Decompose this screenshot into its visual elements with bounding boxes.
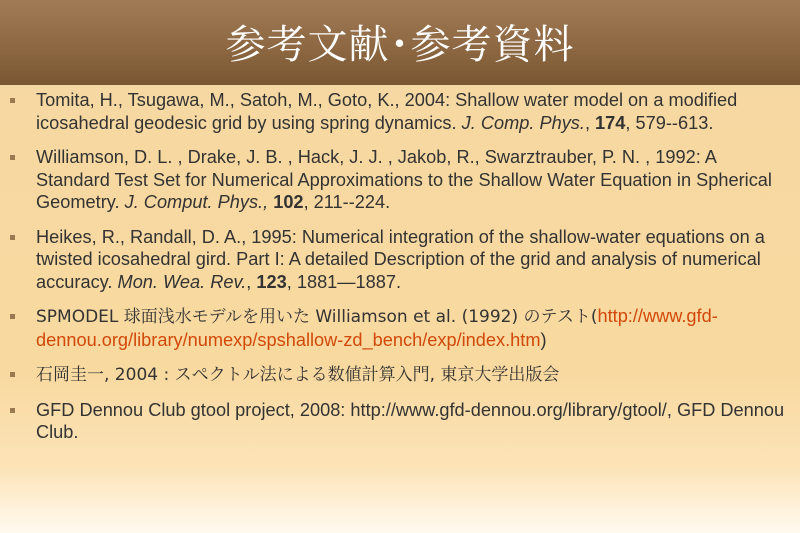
reference-authors: Williamson, D. L. , Drake, J. B. , Hack, J. J. , Jakob, R., Swarztrauber, P. N. , 1992: A Standard Test Set for Numerical Approximations to the Shallow Water Equation in Spherical Geometry.: [36, 147, 772, 212]
reference-volume: 174: [595, 112, 626, 133]
reference-pages: , 579--613.: [625, 112, 714, 133]
reference-volume: 102: [273, 192, 304, 212]
reference-journal: J. Comput. Phys.,: [124, 192, 269, 212]
reference-journal: J. Comp. Phys.: [461, 112, 585, 133]
reference-item-tomita: [0, 89, 800, 134]
reference-item-spmodel: [0, 305, 800, 351]
bullet-icon: [10, 372, 15, 377]
reference-text-after: ): [540, 329, 547, 350]
bullet-icon: [10, 314, 15, 319]
reference-text: 石岡圭一, 2004 : スペクトル法による数値計算入門, 東京大学出版会: [36, 365, 560, 385]
reference-list: [0, 89, 800, 456]
reference-item-gtool: [0, 399, 800, 444]
reference-authors: Tomita, H., Tsugawa, M., Satoh, M., Goto, K., 2004: Shallow water model on a modified icosahedral geodesic grid by using spring dynamics.: [36, 90, 738, 133]
reference-pages: , 211--224.: [303, 192, 391, 212]
reference-item-williamson: [0, 146, 800, 214]
bullet-icon: [10, 155, 15, 160]
reference-item-heikes: [0, 226, 800, 294]
reference-authors: Heikes, R., Randall, D. A., 1995: Numerical integration of the shallow-water equations on a twisted icosahedral gird. Part I: A detailed Description of the grid and analysis of numerical accuracy.: [36, 226, 765, 292]
reference-link[interactable]: http://www.gfd-dennou.org/library/numexp/spshallow-zd_bench/exp/index.htm: [36, 306, 718, 350]
reference-pages: , 1881—1887.: [286, 271, 402, 292]
bullet-icon: [10, 408, 15, 413]
reference-separator: ,: [246, 271, 257, 292]
slide-title: 参考文献･参考資料: [225, 22, 575, 68]
reference-volume: 123: [256, 271, 287, 292]
reference-item-ishioka: [0, 363, 800, 387]
bullet-icon: [10, 98, 15, 103]
reference-text: SPMODEL 球面浅水モデルを用いた Williamson et al. (1992) のテスト(: [36, 307, 598, 327]
reference-journal: Mon. Wea. Rev.: [117, 271, 247, 292]
reference-separator: ,: [584, 112, 596, 133]
title-bar: [0, 0, 800, 85]
reference-text: GFD Dennou Club gtool project, 2008: http://www.gfd-dennou.org/library/gtool/, GFD Dennou Club.: [36, 399, 785, 442]
bullet-icon: [10, 235, 15, 240]
